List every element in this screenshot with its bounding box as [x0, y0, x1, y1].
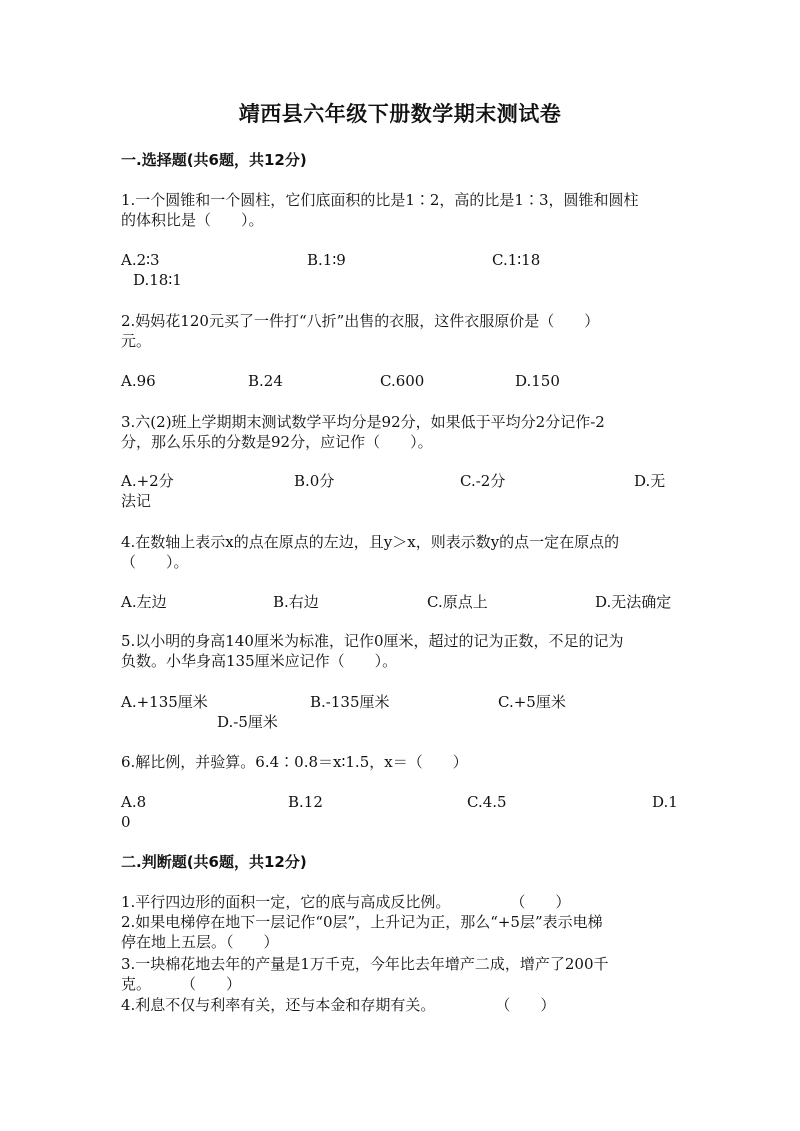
- judgement-line-6: 4.利息不仅与利率有关，还与本金和存期有关。 （ ）: [121, 996, 556, 1014]
- question-2-option-d: D.150: [515, 372, 560, 390]
- section-1-heading: 一.选择题(共6题，共12分): [121, 151, 307, 169]
- question-6-option-c: C.4.5: [467, 793, 507, 811]
- question-4-option-c: C.原点上: [427, 593, 488, 611]
- question-2-option-c: C.600: [380, 372, 425, 390]
- judgement-line-3: 停在地上五层。（ ）: [121, 933, 279, 951]
- question-3-line-1: 3.六(2)班上学期期末测试数学平均分是92分，如果低于平均分2分记作-2: [121, 413, 605, 431]
- question-2-option-a: A.96: [121, 372, 156, 390]
- question-5-option-b: B.-135厘米: [310, 693, 390, 711]
- question-3-option-c: C.-2分: [460, 472, 506, 490]
- question-2-line-1: 2.妈妈花120元买了一件打“八折”出售的衣服，这件衣服原价是（ ）: [121, 312, 600, 330]
- section-2-heading: 二.判断题(共6题，共12分): [121, 853, 307, 871]
- judgement-line-5: 克。 （ ）: [121, 975, 242, 993]
- question-3-option-d-wrap: 法记: [121, 492, 152, 510]
- question-5-line-1: 5.以小明的身高140厘米为标准，记作0厘米，超过的记为正数，不足的记为: [121, 632, 624, 650]
- question-1-line-1: 1.一个圆锥和一个圆柱，它们底面积的比是1∶2，高的比是1∶3，圆锥和圆柱: [121, 191, 639, 209]
- question-4-line-2: （ ）。: [121, 553, 189, 571]
- question-1-option-a: A.2∶3: [121, 251, 160, 269]
- question-2-line-2: 元。: [121, 332, 152, 350]
- question-4-option-a: A.左边: [121, 593, 167, 611]
- question-4-option-d: D.无法确定: [595, 593, 672, 611]
- judgement-line-1: 1.平行四边形的面积一定，它的底与高成反比例。 （ ）: [121, 893, 571, 911]
- question-1-option-b: B.1∶9: [307, 251, 346, 269]
- question-2-option-b: B.24: [248, 372, 283, 390]
- exam-title: 靖西县六年级下册数学期末测试卷: [238, 101, 562, 126]
- question-5-option-a: A.+135厘米: [121, 693, 208, 711]
- question-1-line-2: 的体积比是（ ）。: [121, 211, 264, 229]
- question-1-option-c: C.1∶18: [492, 251, 541, 269]
- question-1-option-d: D.18∶1: [133, 271, 182, 289]
- question-6-option-a: A.8: [121, 793, 147, 811]
- judgement-line-2: 2.如果电梯停在地下一层记作“0层”，上升记为正，那么“+5层”表示电梯: [121, 913, 603, 931]
- question-3-line-2: 分，那么乐乐的分数是92分，应记作（ ）。: [121, 433, 433, 451]
- judgement-line-4: 3.一块棉花地去年的产量是1万千克，今年比去年增产二成，增产了200千: [121, 955, 609, 973]
- question-6-option-b: B.12: [288, 793, 323, 811]
- question-6-option-d-wrap: 0: [121, 813, 131, 831]
- question-5-line-2: 负数。小华身高135厘米应记作（ ）。: [121, 652, 398, 670]
- question-3-option-a: A.+2分: [121, 472, 174, 490]
- question-5-option-c: C.+5厘米: [498, 693, 566, 711]
- question-4-option-b: B.右边: [273, 593, 319, 611]
- question-3-option-d: D.无: [634, 472, 666, 490]
- question-6-line-1: 6.解比例，并验算。6.4∶0.8＝x∶1.5，x＝（ ）: [121, 753, 468, 771]
- question-3-option-b: B.0分: [294, 472, 335, 490]
- question-4-line-1: 4.在数轴上表示x的点在原点的左边，且y＞x，则表示数y的点一定在原点的: [121, 533, 620, 551]
- question-5-option-d: D.-5厘米: [217, 713, 278, 731]
- question-6-option-d: D.1: [652, 793, 678, 811]
